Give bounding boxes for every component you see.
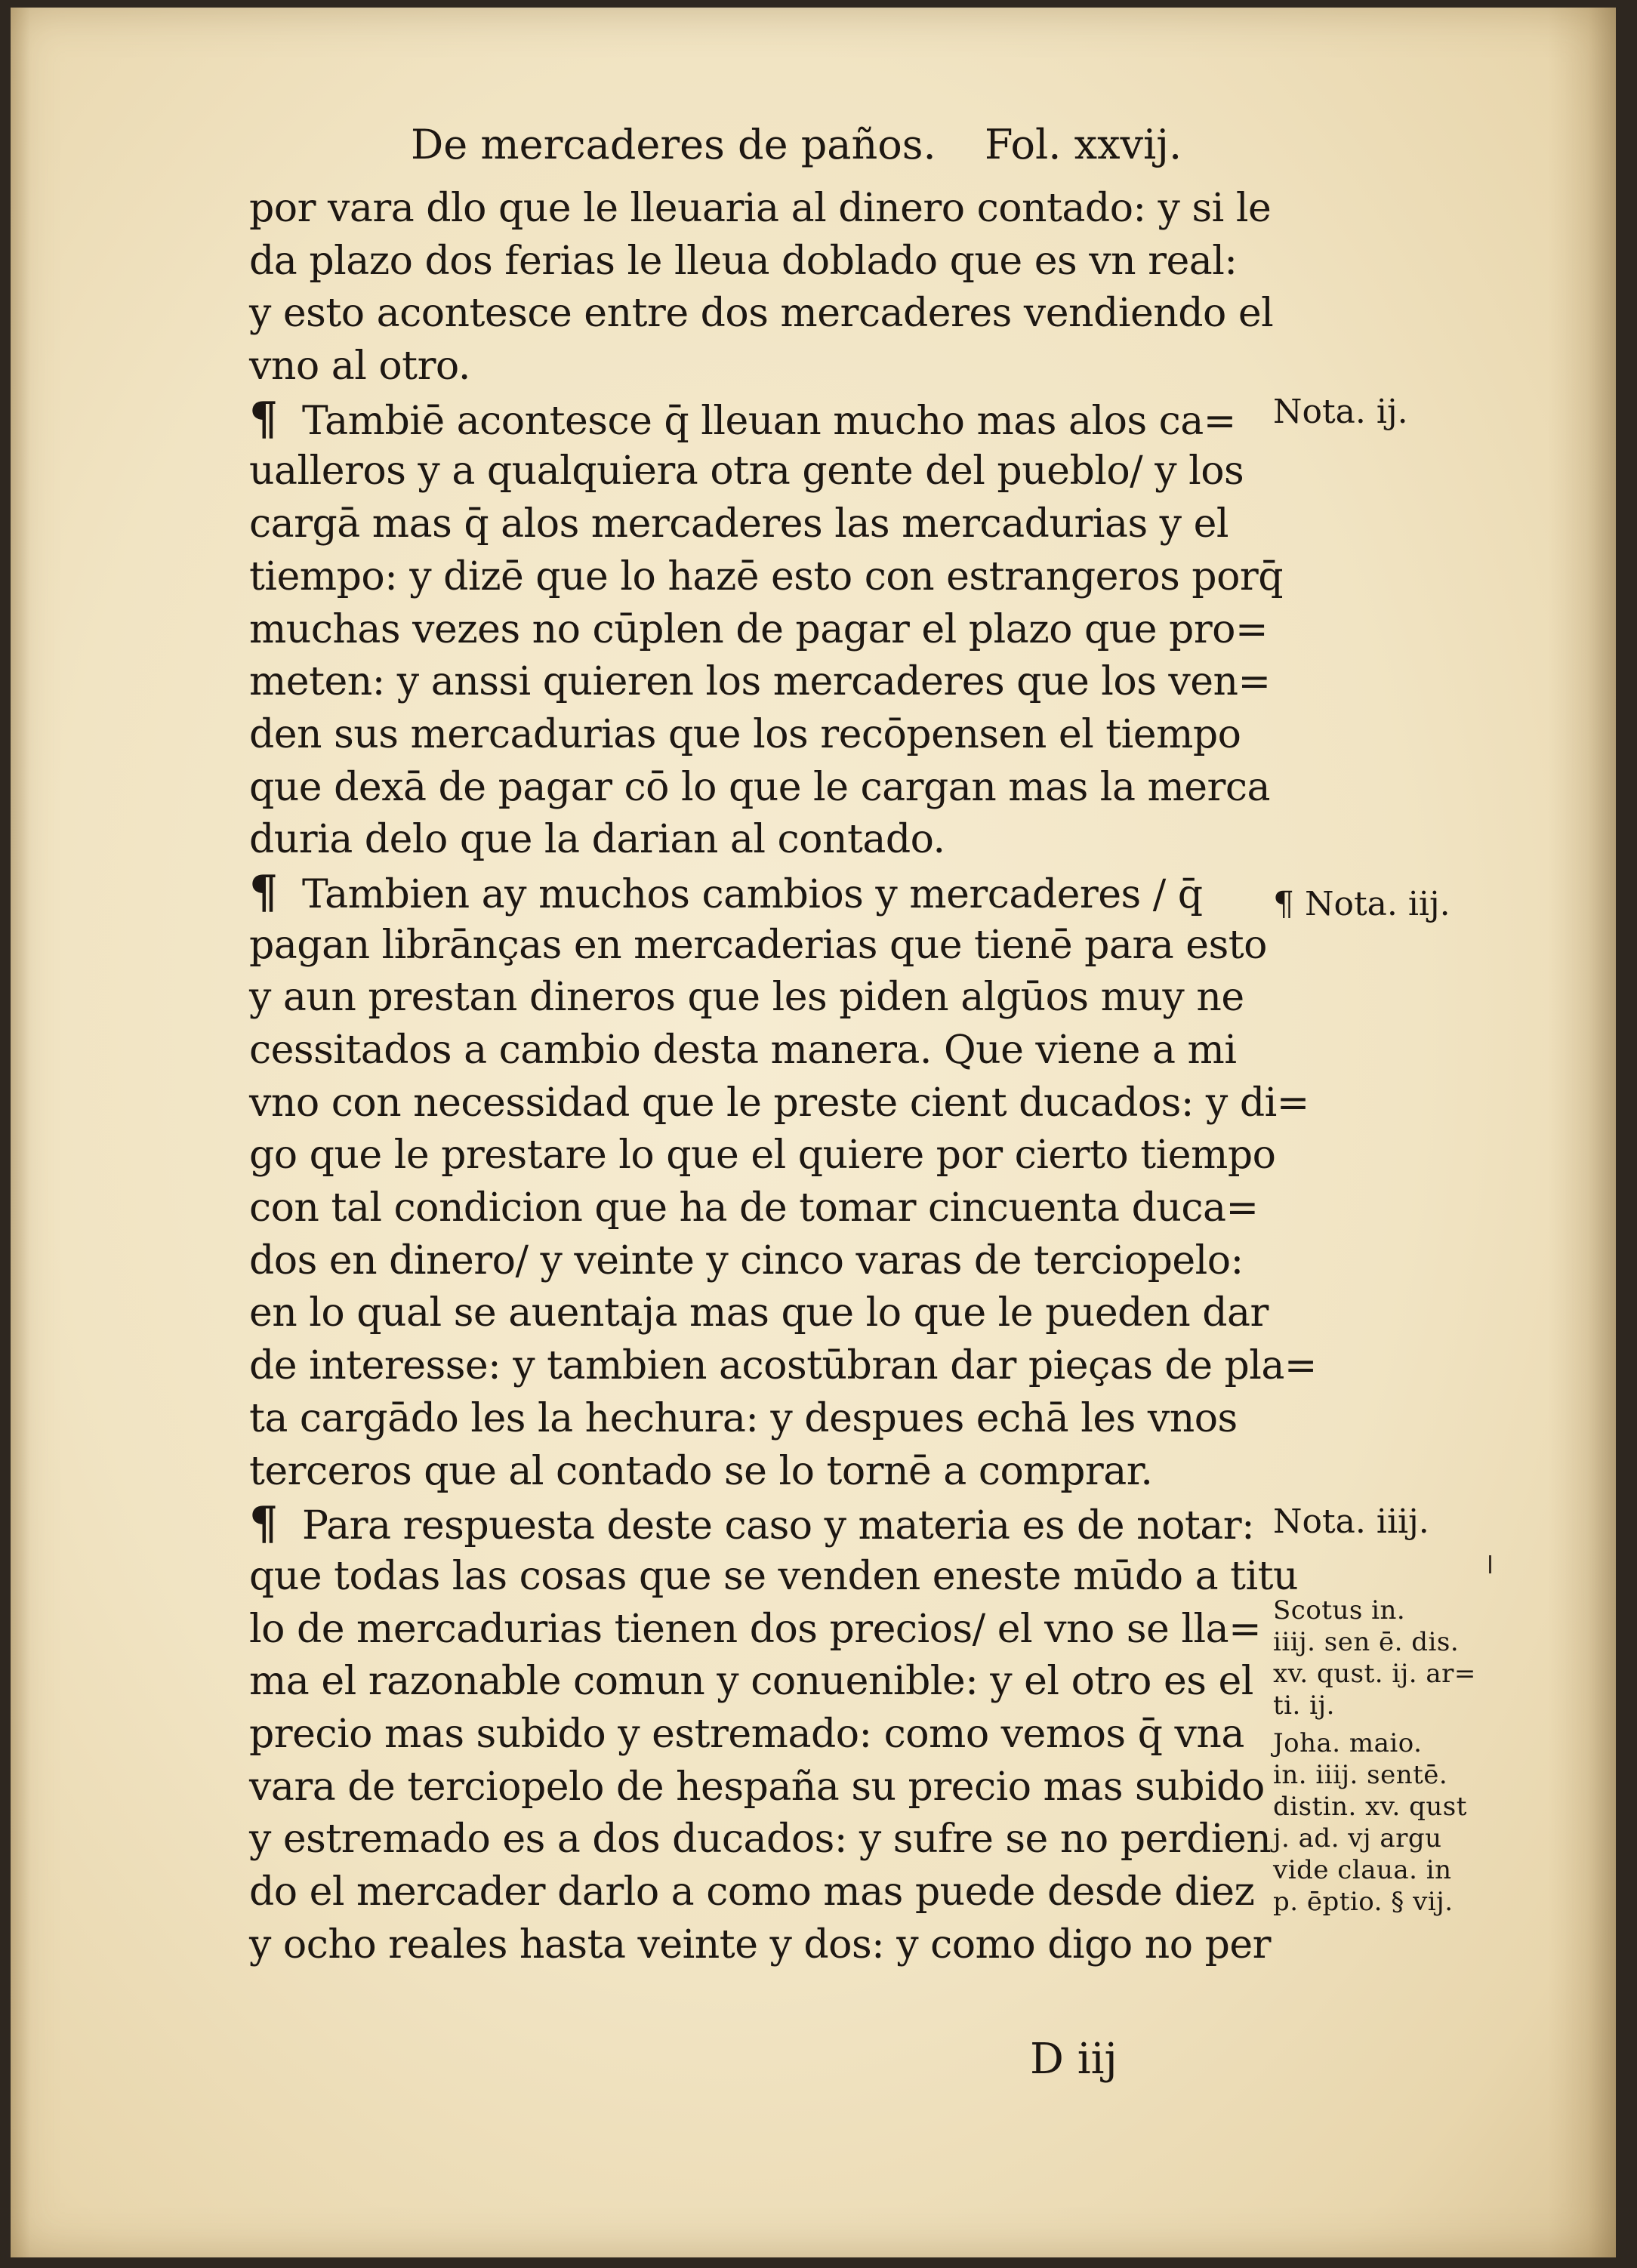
- citation-line: ti. ij.: [1273, 1690, 1335, 1721]
- text-line: meten: y anssi quieren los mercaderes que los ven=: [249, 659, 1271, 705]
- paragraph-start-line: [249, 867, 1291, 920]
- text-line: muchas vezes no cūplen de pagar el plazo que pro=: [249, 606, 1269, 652]
- text-line: ma el razonable comun y conuenible: y el otro es el: [249, 1659, 1253, 1705]
- citation-line: Scotus in.: [1273, 1595, 1406, 1626]
- pilcrow-icon: ¶: [249, 392, 278, 445]
- page-edge-shadow: [1548, 8, 1616, 2257]
- citation-line: j. ad. vj argu: [1273, 1823, 1442, 1854]
- text-line: y ocho reales hasta veinte y dos: y como digo no per: [249, 1921, 1271, 1968]
- marginal-note-nota-ij: Nota. ij.: [1273, 393, 1408, 431]
- citation-line: Joha. maio.: [1273, 1728, 1423, 1758]
- marginal-note-nota-iiij: Nota. iiij.: [1273, 1502, 1429, 1541]
- pilcrow-icon: ¶: [249, 1497, 278, 1551]
- running-head: [411, 121, 1256, 181]
- text-line: dos en dinero/ y veinte y cinco varas de terciopelo:: [249, 1237, 1244, 1283]
- text-line: con tal condicion que ha de tomar cincuenta duca=: [249, 1185, 1259, 1231]
- text-line: cargā mas q̄ alos mercaderes las mercadurias y el: [249, 501, 1229, 547]
- marginal-note-nota-iij: ¶ Nota. iij.: [1273, 885, 1450, 923]
- text-line: duria delo que la darian al contado.: [249, 817, 945, 863]
- citation-line: iiij. sen ē. dis.: [1273, 1627, 1460, 1657]
- paragraph-start-line: [249, 1498, 1291, 1551]
- text-line: y esto acontesce entre dos mercaderes vendiendo el: [249, 291, 1274, 337]
- text-line: Para respuesta deste caso y materia es de notar:: [302, 1503, 1255, 1549]
- text-line: que todas las cosas que se venden eneste mūdo a titu: [249, 1553, 1299, 1599]
- marginal-citation: [1273, 1595, 1500, 1918]
- text-line: do el mercader darlo a como mas puede desde diez: [249, 1869, 1255, 1915]
- pilcrow-icon: ¶: [249, 865, 278, 919]
- text-line: ualleros y a qualquiera otra gente del pueblo/ y los: [249, 448, 1244, 495]
- text-line: go que le prestare lo que el quiere por cierto tiempo: [249, 1132, 1276, 1179]
- text-line: pagan librānças en mercaderias que tienē para esto: [249, 922, 1267, 968]
- text-line: y estremado es a dos ducados: y sufre se no perdien: [249, 1817, 1272, 1863]
- running-head-title: De mercaderes de paños.: [411, 121, 936, 168]
- text-line: y aun prestan dineros que les piden algūos muy ne: [249, 975, 1244, 1021]
- margin-mark: [1489, 1555, 1491, 1573]
- text-line: terceros que al contado se lo tornē a comprar.: [249, 1448, 1153, 1494]
- paragraph-start-line: [249, 393, 1291, 446]
- text-line: cessitados a cambio desta manera. Que viene a mi: [249, 1028, 1237, 1073]
- text-line: vno con necessidad que le preste cient ducados: y di=: [249, 1080, 1309, 1126]
- signature-mark: D iij: [1030, 2035, 1118, 2084]
- book-page: [11, 8, 1616, 2257]
- citation-line: xv. qust. ij. ar=: [1273, 1659, 1476, 1689]
- text-line: de interesse: y tambien acostūbran dar pieças de pla=: [249, 1343, 1317, 1389]
- citation-line: p. ēptio. § vij.: [1273, 1887, 1454, 1917]
- text-line: tiempo: y dizē que lo hazē esto con estrangeros porq̄: [249, 553, 1284, 599]
- text-line: vara de terciopelo de hespaña su precio mas subido: [249, 1764, 1265, 1810]
- text-line: Tambiē acontesce q̄ lleuan mucho mas alos ca=: [302, 398, 1236, 444]
- citation-line: in. iiij. sentē.: [1273, 1760, 1448, 1790]
- text-line: en lo qual se auentaja mas que lo que le pueden dar: [249, 1290, 1269, 1336]
- folio-number: Fol. xxvij.: [985, 121, 1182, 168]
- text-line: que dexā de pagar cō lo que le cargan mas la merca: [249, 764, 1271, 810]
- text-line: lo de mercadurias tienen dos precios/ el vno se lla=: [249, 1606, 1262, 1652]
- text-line: ta cargādo les la hechura: y despues echā les vnos: [249, 1395, 1238, 1441]
- text-line: por vara dlo que le lleuaria al dinero contado: y si le: [249, 186, 1272, 231]
- text-line: precio mas subido y estremado: como vemos q̄ vna: [249, 1711, 1244, 1757]
- citation-line: vide claua. in: [1273, 1855, 1452, 1885]
- citation-line: distin. xv. qust: [1273, 1792, 1467, 1822]
- text-line: Tambien ay muchos cambios y mercaderes / q̄: [302, 871, 1203, 917]
- text-line: den sus mercadurias que los recōpensen el tiempo: [249, 711, 1241, 757]
- page-gutter-shadow: [11, 8, 30, 2257]
- text-line: da plazo dos ferias le lleua doblado que es vn real:: [249, 238, 1238, 284]
- text-line: vno al otro.: [249, 344, 470, 390]
